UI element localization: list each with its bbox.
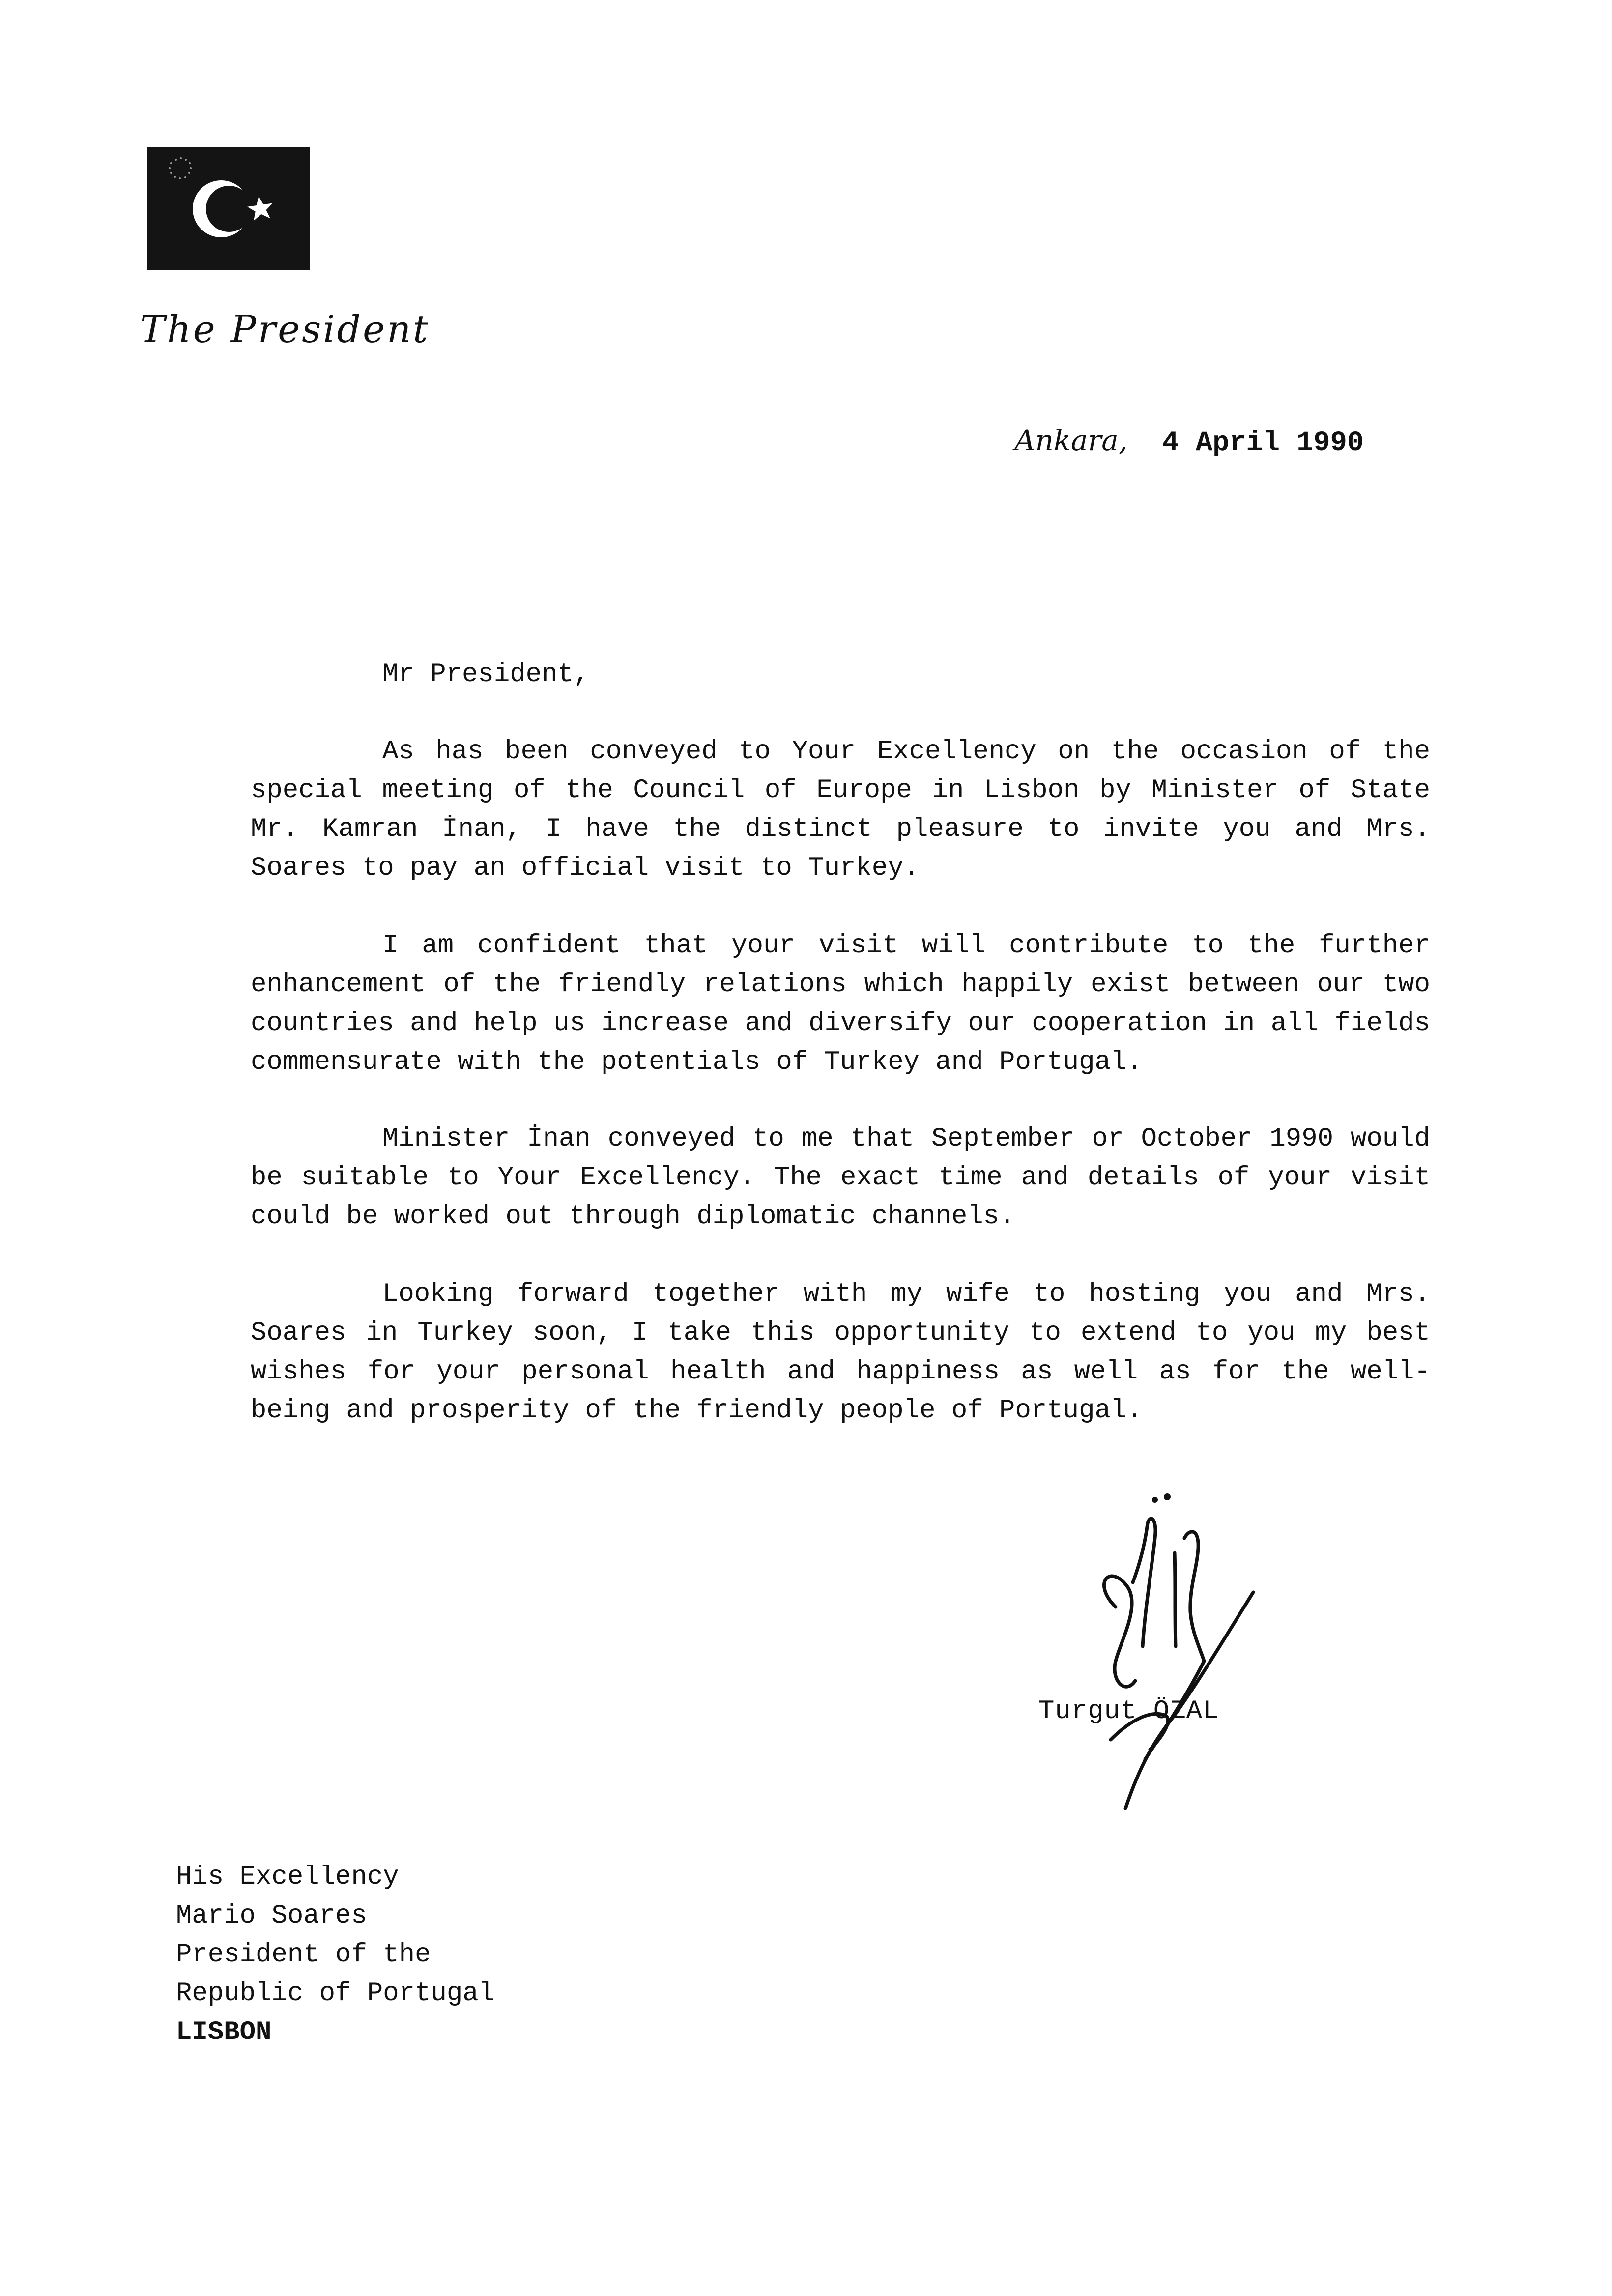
recipient-address (176, 1858, 494, 2052)
salutation: Mr President, (382, 660, 590, 689)
paragraph-timing: Minister İnan conveyed to me that September or October 1990 would be suitable to Your Excellency. The exact time and details of your visit could be worked out through diplomatic channels. (251, 1124, 1430, 1232)
recipient-line: His Excellency (176, 1862, 399, 1892)
turkish-flag-crescent-star-icon (147, 147, 310, 270)
paragraph-invitation: As has been conveyed to Your Excellency on the occasion of the special meeting of the Council of Europe in Lisbon by Minister of State Mr. Kamran İnan, I have the distinct pleasure to invite you and Mrs. Soares to pay an official visit to Turkey. (251, 737, 1430, 883)
dateline-place: Ankara, (1014, 424, 1128, 457)
dateline (1015, 424, 1364, 459)
recipient-line: President of the (176, 1940, 431, 1970)
signer-name: Turgut ÖZAL (1038, 1696, 1219, 1726)
paragraph-closing-wishes: Looking forward together with my wife to hosting you and Mrs. Soares in Turkey soon, I take this opportunity to extend to you my best wishes for your personal health and happiness as well as for the well-being and prosperity of the friendly people of Portugal. (251, 1279, 1430, 1426)
letterhead-title: The President (140, 307, 430, 351)
recipient-line: Mario Soares (176, 1901, 367, 1931)
paragraph-relations: I am confident that your visit will contribute to the further enhancement of the friendly relations which happily exist between our two countries and help us increase and diversify our cooperation in all fields commensurate with the potentials of Turkey and Portugal. (251, 931, 1430, 1077)
recipient-city: LISBON (176, 2017, 272, 2047)
dateline-date: 4 April 1990 (1162, 428, 1364, 459)
recipient-line: Republic of Portugal (176, 1979, 495, 2009)
handwritten-signature (1042, 1484, 1317, 1828)
